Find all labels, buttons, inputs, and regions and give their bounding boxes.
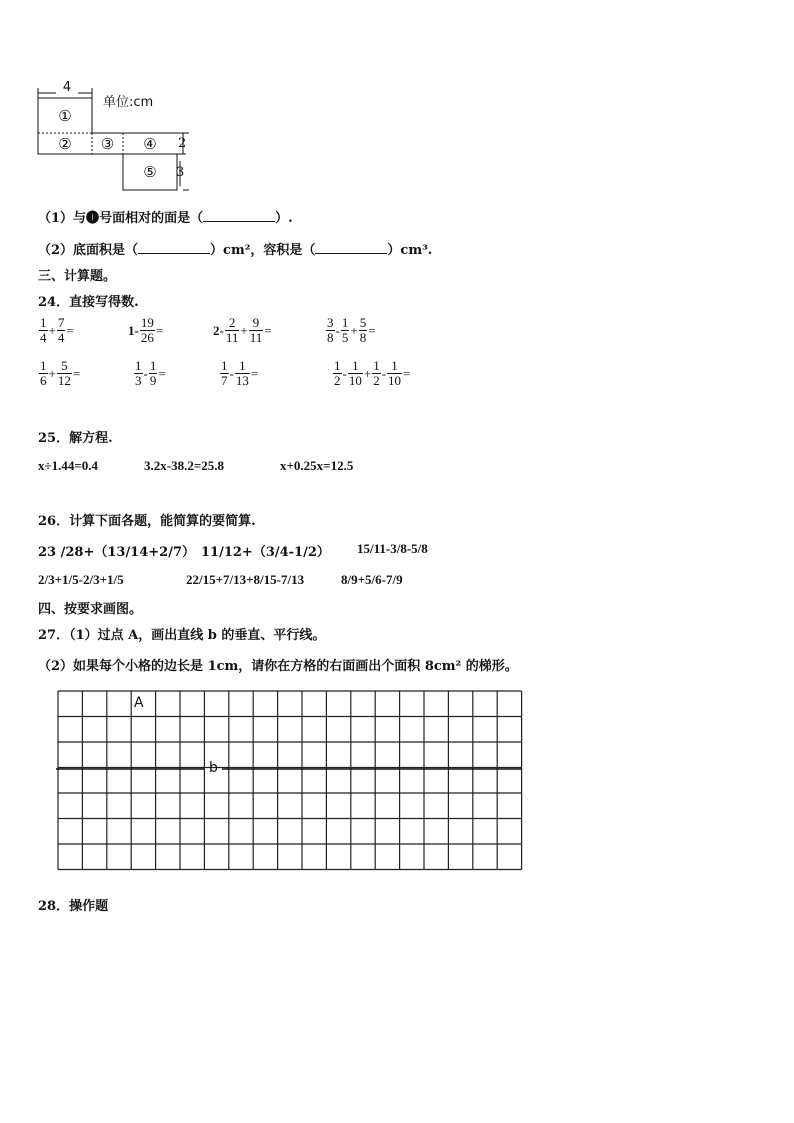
net-face-1: ① xyxy=(58,106,72,125)
q26-expr-3: 15/11-3/8-5/8 xyxy=(357,541,428,556)
q25-equation-3: x+0.25x=12.5 xyxy=(280,458,354,473)
point-a-label: A xyxy=(134,695,144,711)
net-face-3: ③ xyxy=(100,134,115,153)
q23-part2-end: ）cm³. xyxy=(387,243,433,258)
section-3-heading: 三、计算题。 xyxy=(38,269,117,284)
q24-r1c4: $\frac{3}{8}$ - $\frac{1}{5}$ + $\frac{5}{8}$ = xyxy=(327,315,376,345)
q23-volume-blank[interactable] xyxy=(315,241,387,254)
q27-part2: （2）如果每个小格的边长是 1cm，请你在方格的右面画出个面积 8cm² 的梯形。 xyxy=(38,659,518,674)
q24-r2c2: $\frac{1}{3}$ - $\frac{1}{9}$ = xyxy=(135,358,166,388)
q24-r1c2: 1- $\frac{19}{26}$ = xyxy=(128,315,164,345)
q23-part1-text: 号面相对的面是（ xyxy=(99,211,204,226)
net-face-4: ④ xyxy=(143,134,157,153)
q23-part2-prefix: （2）底面积是（ xyxy=(38,243,139,258)
q26-expr-1: 23 /28+（13/14+2/7） xyxy=(38,545,196,560)
q25-title: 25．解方程. xyxy=(38,431,113,446)
q26-expr-6: 8/9+5/6-7/9 xyxy=(341,572,403,587)
q23-part1-blank[interactable] xyxy=(203,209,275,222)
q24-r1c3: 2- $\frac{2}{11}$ + $\frac{9}{11}$ = xyxy=(213,315,272,345)
section-4-heading: 四、按要求画图。 xyxy=(38,602,143,617)
net-face-5: ⑤ xyxy=(143,163,157,181)
net-dim-right-bottom: 3 xyxy=(176,165,185,180)
q25-equation-2: 3.2x-38.2=25.8 xyxy=(144,458,224,473)
q26-title: 26．计算下面各题，能简算的要简算. xyxy=(38,514,256,529)
q25-equation-1: x÷1.44=0.4 xyxy=(38,458,99,473)
q23-part2 xyxy=(38,239,432,258)
q27-part1: 27．（1）过点 A，画出直线 b 的垂直、平行线。 xyxy=(38,628,326,643)
net-dim-top: 4 xyxy=(56,80,78,94)
q26-expr-4: 2/3+1/5-2/3+1/5 xyxy=(38,572,124,587)
net-face-2: ② xyxy=(58,134,72,153)
line-b-label: b xyxy=(209,760,218,776)
q24-r2c3: $\frac{1}{7}$ - $\frac{1}{13}$ = xyxy=(221,358,259,388)
q23-area-blank[interactable] xyxy=(138,241,210,254)
net-unit-label: 单位:cm xyxy=(103,95,154,110)
q24-title: 24．直接写得数. xyxy=(38,295,139,310)
q24-r2c4: $\frac{1}{2}$ - $\frac{1}{10}$ + $\frac{1}{2}$ - $\frac{1}{10}$ = xyxy=(334,358,411,388)
q23-part1-prefix: （1）与 xyxy=(38,211,87,226)
q23-part1 xyxy=(38,207,293,226)
net-dim-right-top: 2 xyxy=(178,136,187,151)
q28-title: 28．操作题 xyxy=(38,899,109,914)
q24-r1c1: $\frac{1}{4}$ + $\frac{7}{4}$ = xyxy=(40,315,74,345)
q23-part1-end: ）. xyxy=(275,211,293,226)
q26-expr-2: 11/12+（3/4-1/2） xyxy=(201,545,330,560)
q23-part1-face-number: ❶ xyxy=(86,211,100,226)
q26-expr-5: 22/15+7/13+8/15-7/13 xyxy=(186,572,305,587)
q24-r2c1: $\frac{1}{6}$ + $\frac{5}{12}$ = xyxy=(40,358,81,388)
square-grid[interactable] xyxy=(56,689,526,873)
q23-part2-mid: ）cm²，容积是（ xyxy=(210,243,316,258)
